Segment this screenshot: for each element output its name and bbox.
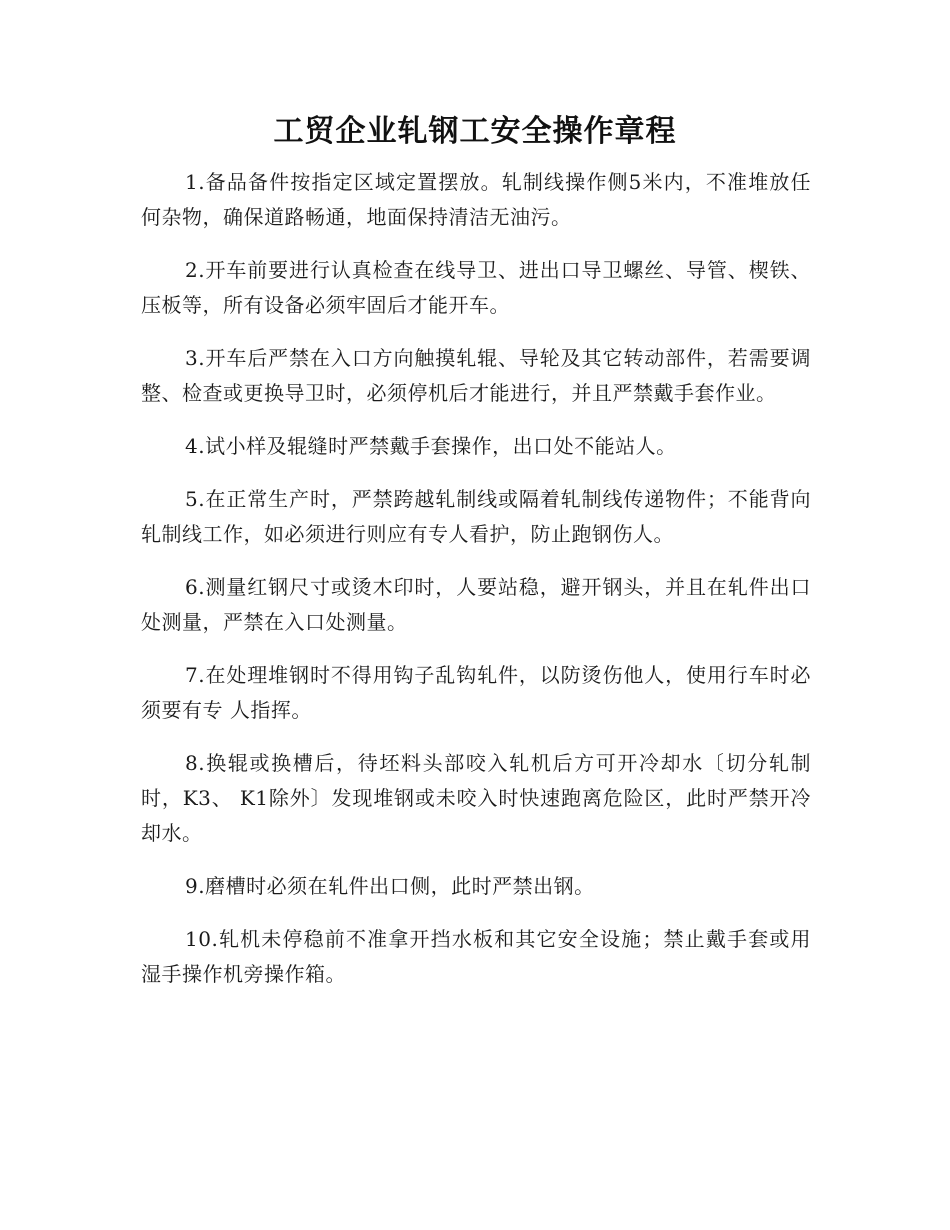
paragraph-8: 8.换辊或换槽后，待坯料头部咬入轧机后方可开冷却水〔切分轧制时，K3、 K1除外〕发现堆钢或未咬入时快速跑离危险区，此时严禁开冷却水。 bbox=[141, 751, 811, 845]
paragraph-7: 7.在处理堆钢时不得用钩子乱钩轧件，以防烫伤他人，使用行车时必须要有专 人指挥。 bbox=[141, 663, 811, 722]
paragraph-10: 10.轧机未停稳前不准拿开挡水板和其它安全设施；禁止戴手套或用湿手操作机旁操作箱。 bbox=[141, 927, 811, 986]
paragraph-3: 3.开车后严禁在入口方向触摸轧辊、导轮及其它转动部件，若需要调整、检查或更换导卫时，必须停机后才能进行，并且严禁戴手套作业。 bbox=[141, 346, 811, 405]
document-title: 工贸企业轧钢工安全操作章程 bbox=[273, 114, 677, 149]
paragraph-5: 5.在正常生产时，严禁跨越轧制线或隔着轧制线传递物件；不能背向轧制线工作，如必须进行则应有专人看护，防止跑钢伤人。 bbox=[141, 487, 811, 546]
paragraph-6: 6.测量红钢尺寸或烫木印时，人要站稳，避开钢头，并且在轧件出口处测量，严禁在入口处测量。 bbox=[141, 575, 811, 634]
paragraph-2: 2.开车前要进行认真检查在线导卫、进出口导卫螺丝、导管、楔铁、压板等，所有设备必须牢固后才能开车。 bbox=[141, 258, 811, 317]
paragraph-9: 9.磨槽时必须在轧件出口侧，此时严禁出钢。 bbox=[185, 874, 595, 898]
document-body bbox=[141, 165, 811, 1010]
paragraph-4: 4.试小样及辊缝时严禁戴手套操作，出口处不能站人。 bbox=[185, 434, 677, 458]
paragraph-1: 1.备品备件按指定区域定置摆放。轧制线操作侧5米内，不准堆放任何杂物，确保道路畅通，地面保持清洁无油污。 bbox=[141, 170, 811, 229]
